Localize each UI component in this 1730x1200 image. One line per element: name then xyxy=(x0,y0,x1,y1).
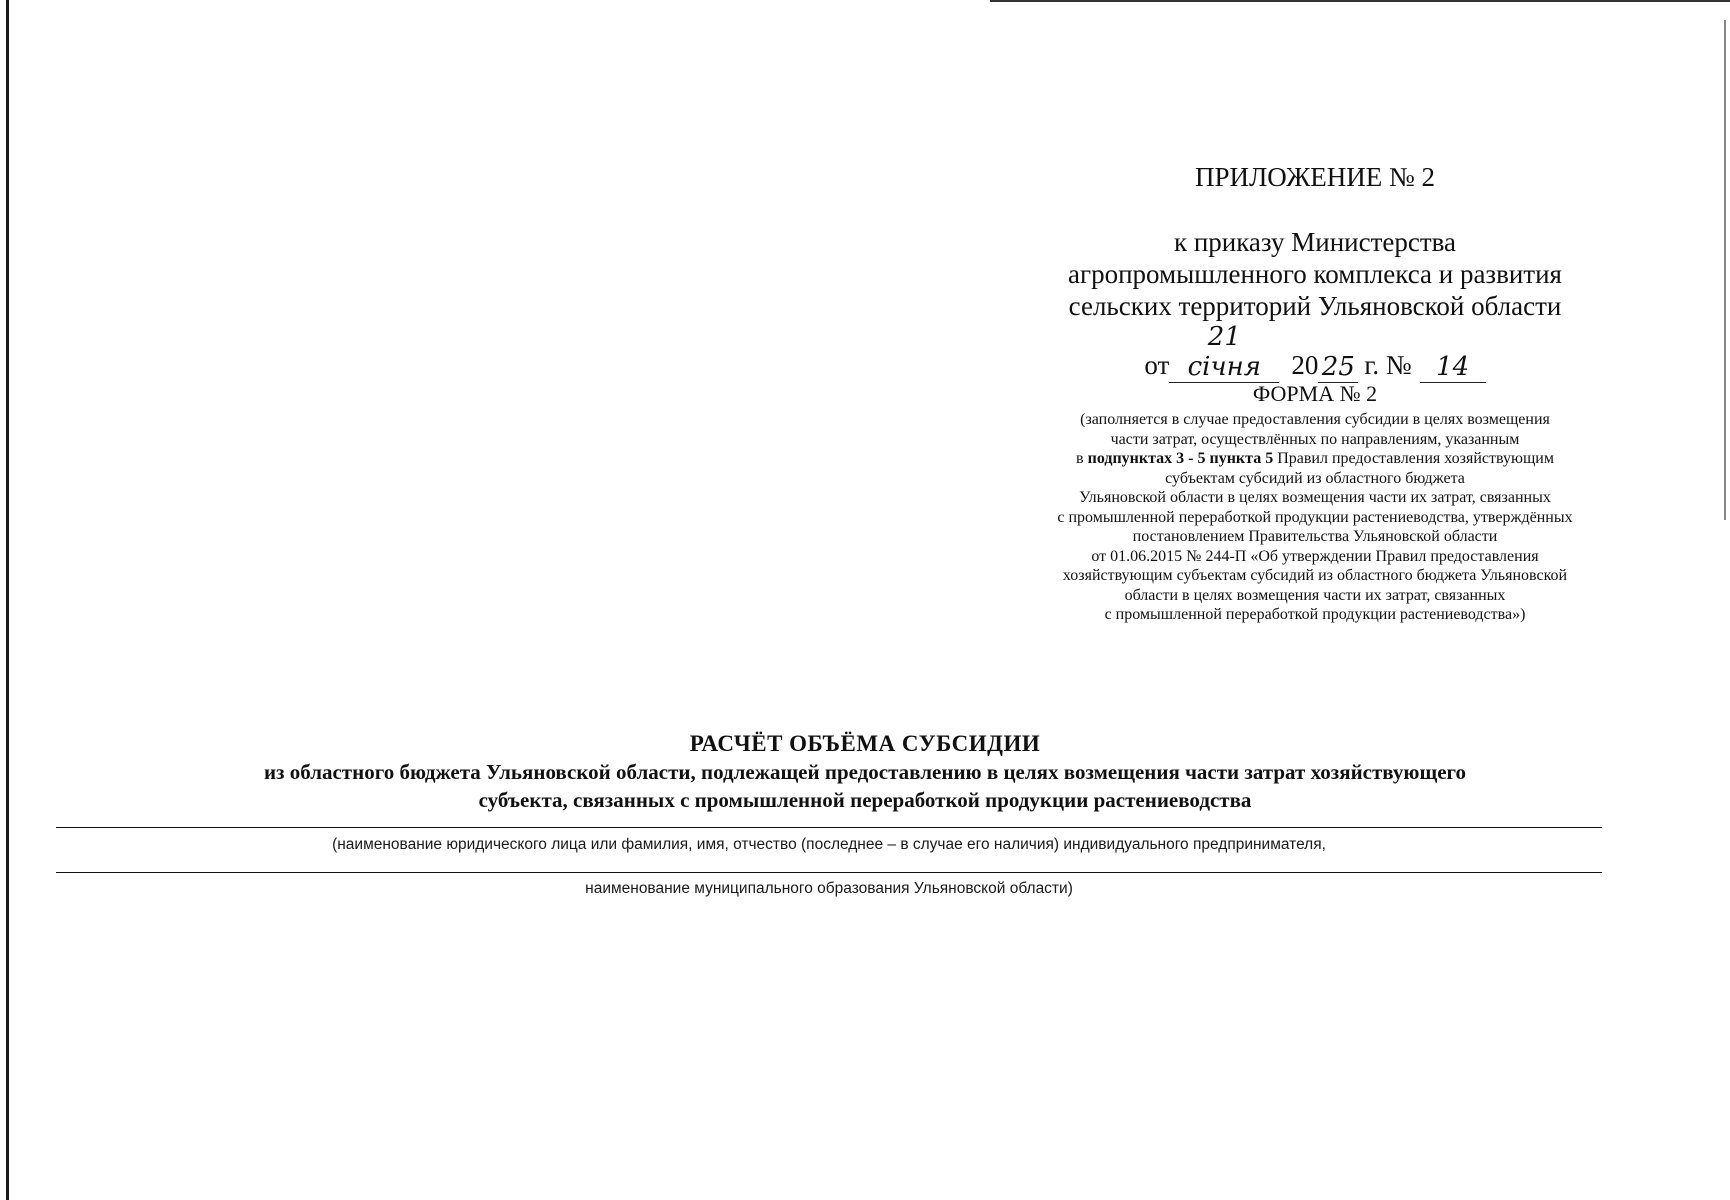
order-line-3: сельских территорий Ульяновской области xyxy=(1068,291,1562,321)
entity-name-fill-line[interactable] xyxy=(56,827,1602,828)
form-note xyxy=(1000,410,1630,625)
entity-name-caption: (наименование юридического лица или фамилия, имя, отчество (последнее – в случае его наличия) индивидуального предпринимателя, xyxy=(332,836,1326,853)
handwritten-number: 14 xyxy=(1420,352,1486,383)
form-note-line-11: с промышленной переработкой продукции растениеводства») xyxy=(1104,606,1526,623)
scan-edge-left xyxy=(6,0,9,1200)
form-note-line-5: Ульяновской области в целях возмещения части их затрат, связанных xyxy=(1079,489,1551,506)
main-subtitle-line-1: из областного бюджета Ульяновской области, подлежащей предоставлению в целях возмещения части затрат хозяйствующего xyxy=(263,760,1467,784)
appendix-block xyxy=(1000,160,1630,383)
handwritten-year: 25 xyxy=(1318,352,1358,383)
order-ref-prefix: от xyxy=(1144,350,1170,380)
order-reference xyxy=(1000,322,1630,383)
scan-edge-right xyxy=(1724,20,1726,520)
form-note-line-7: постановлением Правительства Ульяновской области xyxy=(1132,528,1498,545)
main-subtitle-line-2: субъекта, связанных с промышленной переработкой продукции растениеводства xyxy=(478,788,1252,812)
form-block xyxy=(1000,380,1630,625)
main-title: РАСЧЁТ ОБЪЁМА СУБСИДИИ xyxy=(689,731,1041,756)
note-line3-pre: в xyxy=(1076,450,1088,467)
form-note-line-2: части затрат, осуществлённых по направлениям, указанным xyxy=(1110,430,1520,448)
form-note-line-9: хозяйствующим субъектам субсидий из областного бюджета Ульяновской xyxy=(1062,567,1568,584)
form-note-line-1: (заполняется в случае предоставления субсидии в целях возмещения xyxy=(1080,411,1550,428)
note-line3-post: Правил предоставления хозяйствующим xyxy=(1273,450,1554,467)
order-year-prefix: 20 xyxy=(1291,350,1319,380)
form-note-line-8: от 01.06.2015 № 244-П «Об утверждении Правил предоставления xyxy=(1091,547,1539,565)
order-number-prefix: г. № xyxy=(1364,350,1412,380)
handwritten-date: 21 січня xyxy=(1169,322,1279,383)
municipality-fill-line[interactable] xyxy=(56,872,1602,873)
form-note-line-10: области в целях возмещения части их затрат, связанных xyxy=(1124,586,1506,604)
form-note-line-6: с промышленной переработкой продукции растениеводства, утверждённых xyxy=(1057,508,1573,526)
form-title: ФОРМА № 2 xyxy=(1252,381,1378,406)
form-note-line-3 xyxy=(1000,449,1630,469)
municipality-caption: наименование муниципального образования Ульяновской области) xyxy=(585,880,1073,897)
order-line-2: агропромышленного комплекса и развития xyxy=(1068,259,1562,289)
order-line-1: к приказу Министерства xyxy=(1173,227,1457,257)
main-title-block xyxy=(60,730,1670,814)
scan-edge-top xyxy=(990,0,1730,2)
appendix-title: ПРИЛОЖЕНИЕ № 2 xyxy=(1194,162,1436,192)
note-line3-bold: подпунктах 3 - 5 пункта 5 xyxy=(1087,450,1274,467)
form-note-line-4: субъектам субсидий из областного бюджета xyxy=(1165,469,1465,487)
